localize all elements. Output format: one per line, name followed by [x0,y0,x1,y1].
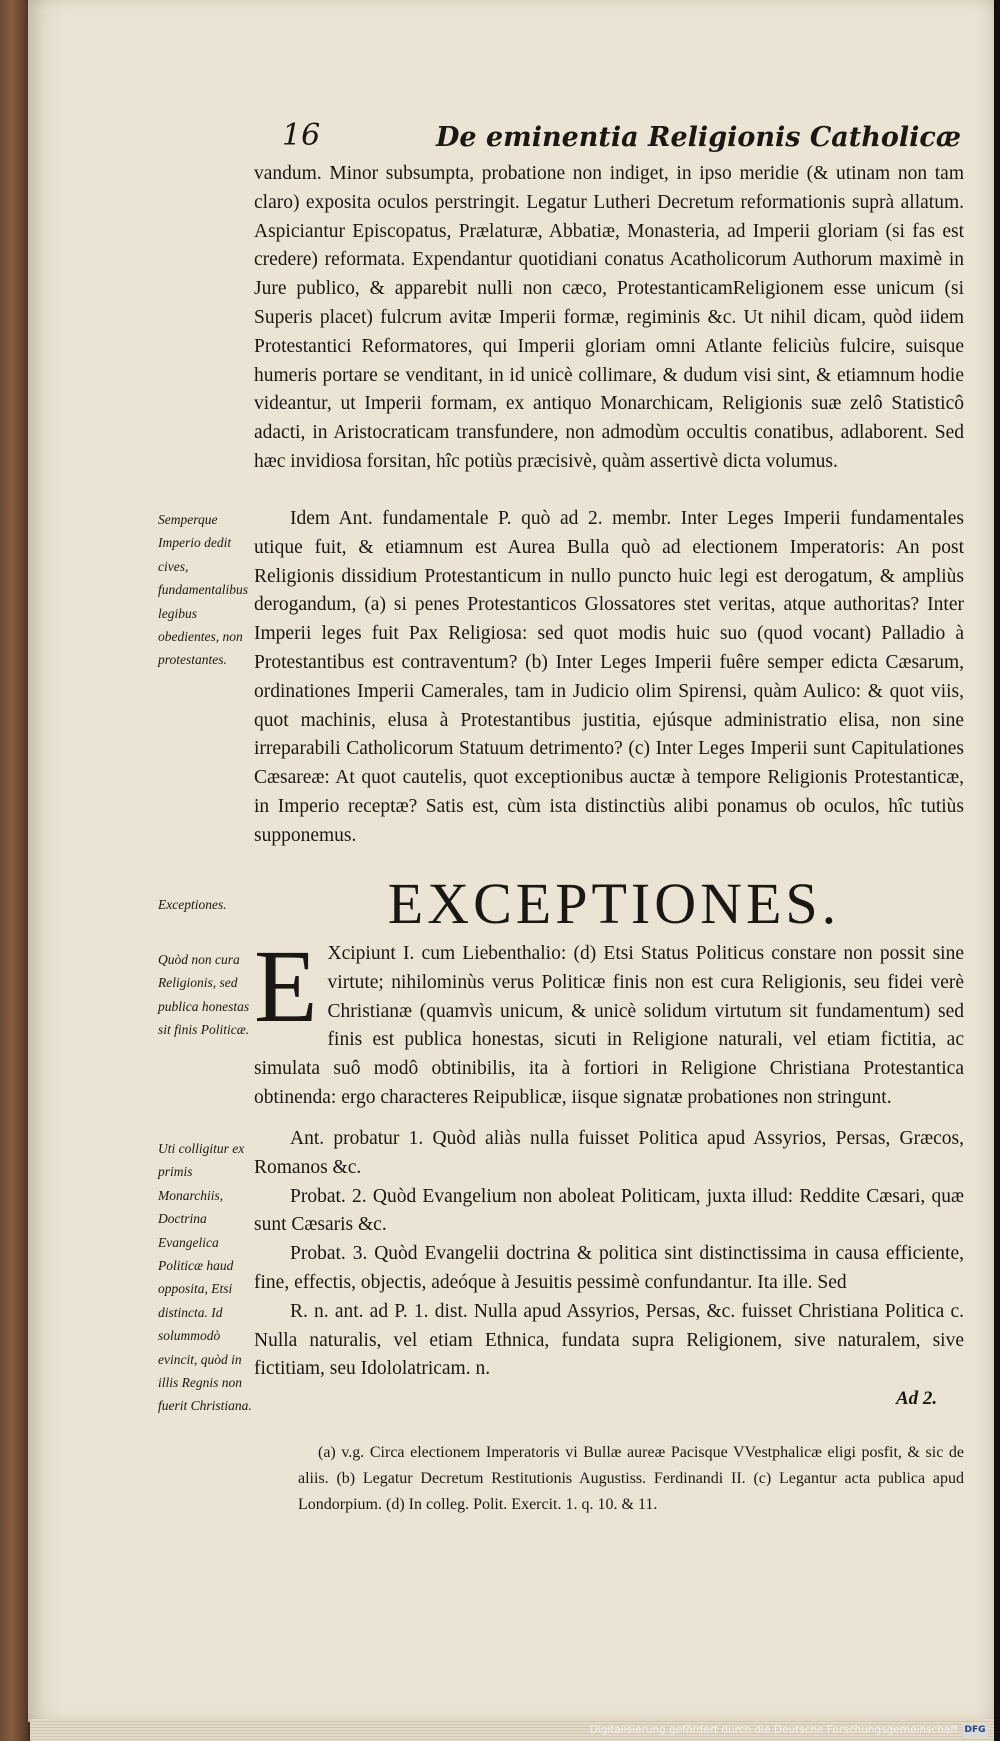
drop-cap: E [254,929,318,1044]
margin-note: Uti colligitur ex primis Monarchiis, Doctrina Evangelica Politicæ haud opposita, Etsi distincta. Id solummodò evincit, quòd in illis Regnis non fuerit Christiana. [158,1141,252,1414]
paragraph-bulla [254,505,964,851]
margin-label-exceptiones: Exceptiones. [158,897,227,912]
paragraph-body: Xcipiunt I. cum Liebenthalio: (d) Etsi Status Politicus constare non possit sine virtute; nihilominùs verus Politicæ finis non est cura Religionis, seu fidei verè Christianæ (quamvìs unicum, & unicè solidum virtutum sit fundamentum) sed finis est publica honestas, sicuti in Religione naturali, vel etiam fictitia, ac simulata suô modô obtinibilis, ita à fortiori in Religione Christiana Protestantica obtinenda: ergo characteres Reipublicæ, iisque signatæ probationes non stringunt. [254,943,964,1108]
running-title: De eminentia Religionis Catholicæ [436,122,962,153]
paragraph-exceptio [254,929,964,1113]
credit-text: Digitalisierung gefördert durch die Deutsche Forschungsgemeinschaft [589,1724,958,1736]
paragraph-text: Probat. 3. Quòd Evangelii doctrina & politica sint distinctissima in causa efficiente, fine, effectis, objectis, adeóque à Jesuitis pessimè confundantur. Ita ille. Sed [254,1243,964,1293]
paragraph-continuation [254,160,964,477]
paragraph-text: Idem Ant. fundamentale P. quò ad 2. membr. Inter Leges Imperii fundamentales utique fuit, & etiamnum est Aurea Bulla quò ad electionem Imperatoris: An post Religionis dissidium Protestanticum in nullo puncto huic legi est derogatum, & ampliùs derogandum, (a) si penes Protestanticos Glossatores stet veritas, atque authoritas? Inter Imperii leges fuit Pax Religiosa: sed quot modis huic suo (quod vocant) Palladio à Protestantibus est contraventum? (b) Inter Leges Imperii fuêre semper edicta Cæsarum, ordinationes Imperii Camerales, tam in Judicio olim Spirensi, quàm Aulico: & quot viis, quot machinis, elusa à Protestantibus justitia, ejúsque administratio elisa, non sine irreparabili Catholicorum Statuum detrimento? (c) Inter Leges Imperii sunt Capitulationes Cæsareæ: At quot cautelis, quot exceptionibus auctæ à tempore Religionis Protestanticæ, in Imperio receptæ? Satis est, cùm ista distinctiùs alibi ponamus ob oculos, hîc tutiùs supponemus. [254,508,964,846]
running-head [282,118,962,158]
paragraph-text [254,929,964,1113]
section-heading: EXCEPTIONES. [387,871,841,936]
paragraph-text: vandum. Minor subsumpta, probatione non indiget, in ipso meridie (& utinam non tam claro) exposita oculos perstringit. Legatur Lutheri Decretum reformationis suprà allatum. Aspiciantur Episcopatus, Prælaturæ, Abbatiæ, Monasteria, ad Imperii gloriam (si fas est credere) reformata. Expendantur quotidiani conatus Acatholicorum Authorum maximè in Jure publico, & apparebit nulli non cæco, ProtestanticamReligionem esse unicum (si Superis placet) fulcrum avitæ Imperii formæ, regiminis &c. Ut nihil dicam, quòd iidem Protestantici Reformatores, qui Imperii gloriam omni Atlante feliciùs fulcire, suisque humeris portare se venditant, in id unicè collimare, & dudum visi sint, & etiamnum hodie videantur, ut Imperii formam, ex antiquo Monarchicam, Religionis suæ zelô Statisticô adacti, in Aristocraticam transfundere, non admodùm occultis conatibus, adlaborent. Sed hæc invidiosa forsitan, hîc potiùs præcisivè, quàm assertivè dicta volumus. [254,163,964,472]
digitization-credit [590,1722,988,1738]
paragraph-text: Ant. probatur 1. Quòd aliàs nulla fuisset Politica apud Assyrios, Persas, Græcos, Romanos &c. [254,1128,964,1178]
margin-note: Semperque Imperio dedit cives, fundamentalibus legibus obedientes, non protestantes. [158,512,248,668]
paragraph-probationes [254,1125,964,1384]
catchword: Ad 2. [896,1388,938,1409]
paragraph-text: R. n. ant. ad P. 1. dist. Nulla apud Assyrios, Persas, &c. fuisset Christiana Politica c. Nulla naturalis, vel etiam Ethnica, fundata supra Religionem, sive naturalem, sive fictitiam, seu Idololatricam. n. [254,1300,964,1380]
footnote-text: (a) v.g. Circa electionem Imperatoris vi Bullæ aureæ Pacisque VVestphalicæ eligi posfit, & sic de aliis. (b) Legatur Decretum Restitutionis Augustiss. Ferdinandi II. (c) Legantur acta publica apud Londorpium. (d) In colleg. Polit. Exercit. 1. q. 10. & 11. [298,1444,964,1513]
page-number: 16 [282,118,321,153]
binding-edge [994,0,1000,1741]
footnotes [298,1440,964,1518]
paragraph-text: Probat. 2. Quòd Evangelium non aboleat Politicam, juxta illud: Reddite Cæsari, quæ sunt Cæsaris &c. [254,1185,964,1236]
dfg-logo-icon: DFG [962,1724,988,1737]
book-page [28,0,994,1722]
margin-note: Quòd non cura Religionis, sed publica honestas sit finis Politicæ. [158,952,250,1038]
